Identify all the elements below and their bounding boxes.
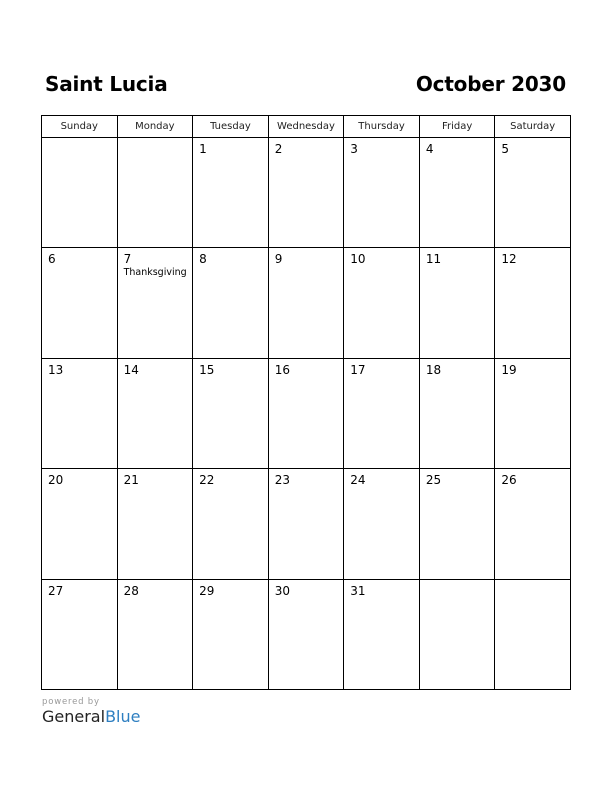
day-number: 23	[274, 473, 290, 488]
day-cell	[419, 138, 495, 248]
day-cell	[193, 248, 269, 358]
week-row	[42, 248, 571, 358]
day-number: 18	[425, 362, 442, 377]
day-cell	[419, 248, 495, 358]
weekday-header: Wednesday	[268, 116, 344, 138]
day-cell	[42, 248, 118, 358]
day-cell	[495, 579, 571, 689]
day-number: 27	[48, 583, 64, 598]
day-number: 13	[48, 362, 64, 377]
month-calendar-grid	[41, 115, 571, 690]
weekday-header: Monday	[117, 116, 193, 138]
day-cell	[42, 469, 118, 579]
week-row	[42, 358, 571, 468]
day-number: 19	[501, 362, 517, 377]
calendar-header	[45, 70, 566, 98]
day-number: 1	[199, 142, 207, 156]
day-cell	[42, 138, 118, 248]
day-number: 5	[501, 142, 510, 156]
weekday-header: Tuesday	[193, 116, 269, 138]
day-cell	[419, 469, 495, 579]
day-number: 12	[501, 252, 517, 267]
day-number: 20	[48, 473, 64, 488]
day-cell	[117, 579, 193, 689]
day-number: 7	[123, 252, 132, 267]
day-cell	[268, 248, 344, 358]
day-number: 15	[199, 362, 215, 377]
day-cell	[268, 469, 344, 579]
holiday-label: Thanksgiving	[123, 267, 187, 279]
brand-general-text: General	[42, 707, 106, 726]
day-number: 26	[501, 473, 517, 488]
day-cell	[42, 579, 118, 689]
day-cell	[344, 248, 420, 358]
country-title: Saint Lucia	[45, 72, 168, 96]
day-cell	[344, 579, 420, 689]
weekday-header-row	[42, 116, 571, 138]
day-cell	[268, 579, 344, 689]
day-cell	[193, 579, 269, 689]
day-cell	[193, 358, 269, 468]
weekday-header: Thursday	[344, 116, 420, 138]
brand-blue-text: Blue	[105, 707, 141, 726]
day-cell	[268, 138, 344, 248]
day-number: 4	[425, 142, 434, 156]
day-number: 14	[123, 362, 139, 377]
day-cell	[117, 469, 193, 579]
day-cell	[193, 138, 269, 248]
day-cell	[419, 579, 495, 689]
day-cell	[495, 358, 571, 468]
day-number: 21	[123, 473, 139, 488]
day-cell	[419, 358, 495, 468]
day-number: 29	[199, 583, 215, 598]
week-row	[42, 579, 571, 689]
weekday-header: Friday	[419, 116, 495, 138]
day-number: 22	[199, 473, 215, 488]
month-title: October 2030	[415, 72, 566, 96]
week-row	[42, 469, 571, 579]
day-cell	[495, 138, 571, 248]
day-number: 9	[274, 252, 283, 267]
day-cell	[193, 469, 269, 579]
day-cell	[344, 138, 420, 248]
day-cell	[117, 248, 193, 358]
weekday-header: Sunday	[42, 116, 118, 138]
day-number: 2	[274, 142, 283, 156]
day-number: 8	[199, 252, 207, 267]
day-number: 28	[123, 583, 139, 598]
day-number: 3	[350, 142, 358, 156]
day-number: 24	[350, 473, 366, 488]
day-cell	[117, 358, 193, 468]
day-cell	[344, 358, 420, 468]
day-number: 11	[425, 252, 442, 267]
day-cell	[117, 138, 193, 248]
day-number: 6	[48, 252, 56, 267]
day-number: 30	[274, 583, 290, 598]
day-cell	[268, 358, 344, 468]
day-number: 31	[350, 583, 366, 598]
weekday-header: Saturday	[495, 116, 571, 138]
day-number: 16	[274, 362, 290, 377]
day-number: 17	[350, 362, 366, 377]
week-row	[42, 138, 571, 248]
powered-by-text: powered by	[42, 697, 100, 707]
footer-brand	[42, 697, 140, 727]
day-number: 10	[350, 252, 366, 267]
day-cell	[42, 358, 118, 468]
day-cell	[344, 469, 420, 579]
generalblue-logo	[42, 707, 140, 727]
day-cell	[495, 248, 571, 358]
day-cell	[495, 469, 571, 579]
day-number: 25	[425, 473, 442, 488]
